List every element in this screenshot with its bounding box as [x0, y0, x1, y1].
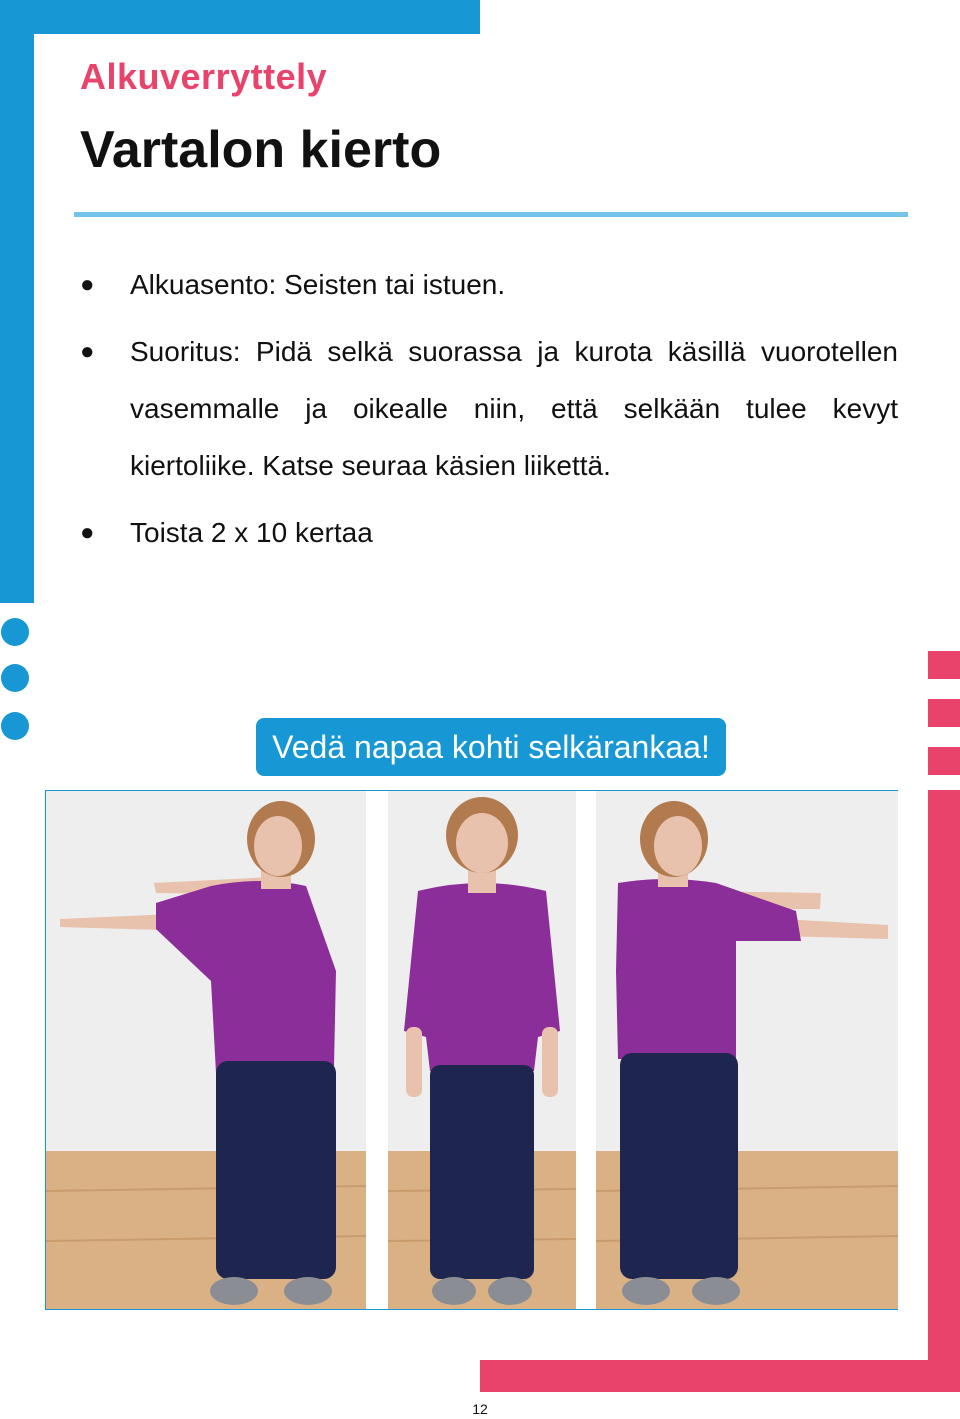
person-rotate-right-illustration	[596, 791, 898, 1309]
page-title: Vartalon kierto	[80, 121, 442, 179]
bottom-frame-bar	[480, 1360, 960, 1392]
bullet-text: Suoritus: Pidä selkä suorassa ja kurota käsillä vuorotellen vasemmalle ja oikealle niin, että selkään tulee kevyt kiertoliike. Katse seuraa käsien liikettä.	[130, 336, 898, 481]
photo-strip	[45, 790, 898, 1310]
photo-rotate-left	[46, 791, 366, 1309]
bullet-icon: ●	[80, 338, 95, 365]
bullet-text: Alkuasento: Seisten tai istuen.	[130, 269, 506, 300]
page-number: 12	[472, 1401, 488, 1417]
decor-dot	[1, 618, 29, 646]
person-front-illustration	[388, 791, 576, 1309]
title-divider	[74, 212, 908, 217]
bullet-icon: ●	[80, 519, 95, 546]
list-item	[80, 504, 898, 561]
decor-square	[928, 699, 960, 727]
bullet-text: Toista 2 x 10 kertaa	[130, 517, 373, 548]
bullet-icon: ●	[80, 271, 95, 298]
section-kicker: Alkuverryttely	[80, 56, 328, 97]
photo-front	[388, 791, 576, 1309]
decor-square	[928, 747, 960, 775]
top-frame-bar	[0, 0, 480, 34]
photo-rotate-right	[596, 791, 898, 1309]
decor-dot	[1, 712, 29, 740]
instruction-list	[80, 256, 898, 571]
tip-banner: Vedä napaa kohti selkärankaa!	[256, 718, 726, 776]
list-item	[80, 256, 898, 313]
left-frame-bar	[0, 0, 34, 603]
decor-square	[928, 651, 960, 679]
right-frame-bar	[928, 790, 960, 1392]
decor-dot	[1, 664, 29, 692]
person-rotate-left-illustration	[46, 791, 366, 1309]
list-item	[80, 323, 898, 494]
